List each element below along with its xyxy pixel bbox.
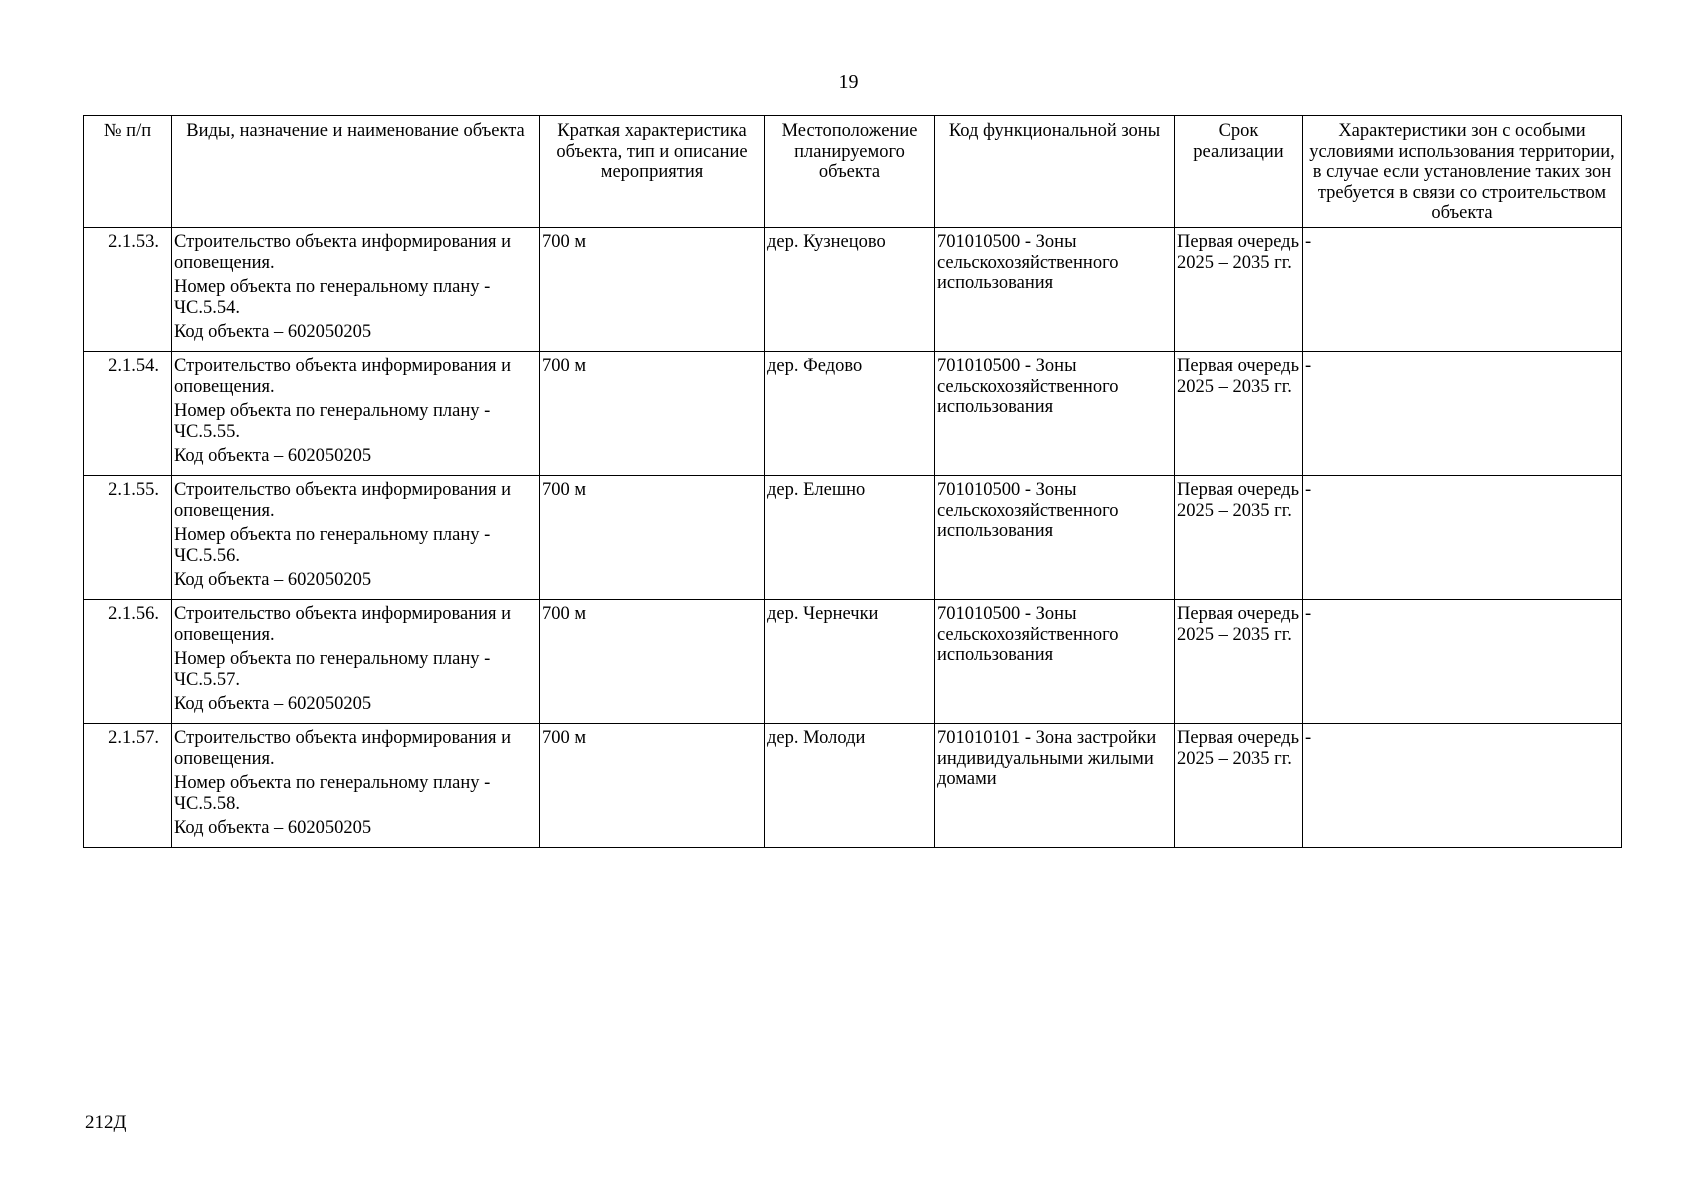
object-description xyxy=(172,724,540,848)
object-description xyxy=(172,476,540,600)
footer-document-code: 212Д xyxy=(85,1112,127,1133)
plan-number: Номер объекта по генеральному плану - ЧС.5.57. xyxy=(174,649,491,690)
page-number: 19 xyxy=(838,71,859,93)
object-name: Строительство объекта информирования и оповещения. xyxy=(174,356,512,397)
implementation-term: Первая очередь 2025 – 2035 гг. xyxy=(1175,600,1303,724)
object-name: Строительство объекта информирования и оповещения. xyxy=(174,604,512,645)
header-zone-code: Код функциональной зоны xyxy=(935,116,1175,228)
object-location: дер. Молоди xyxy=(765,724,935,848)
plan-number: Номер объекта по генеральному плану - ЧС.5.56. xyxy=(174,525,491,566)
special-zones: - xyxy=(1303,724,1622,848)
object-name: Строительство объекта информирования и оповещения. xyxy=(174,232,512,273)
object-code: Код объекта – 602050205 xyxy=(174,322,372,342)
table-row xyxy=(84,352,1622,476)
zone-code: 701010101 - Зона застройки индивидуальными жилыми домами xyxy=(935,724,1175,848)
table-header-row xyxy=(84,116,1622,228)
header-location: Местоположение планируемого объекта xyxy=(765,116,935,228)
object-location: дер. Елешно xyxy=(765,476,935,600)
plan-number: Номер объекта по генеральному плану - ЧС.5.54. xyxy=(174,277,491,318)
header-object-name: Виды, назначение и наименование объекта xyxy=(172,116,540,228)
object-characteristic: 700 м xyxy=(540,352,765,476)
special-zones: - xyxy=(1303,600,1622,724)
plan-number: Номер объекта по генеральному плану - ЧС.5.58. xyxy=(174,773,491,814)
object-description xyxy=(172,352,540,476)
header-special-zones: Характеристики зон с особыми условиями использования территории, в случае если установление таких зон требуется в связи со строительством объекта xyxy=(1303,116,1622,228)
row-number: 2.1.53. xyxy=(84,228,172,352)
object-name: Строительство объекта информирования и оповещения. xyxy=(174,480,512,521)
object-characteristic: 700 м xyxy=(540,228,765,352)
implementation-term: Первая очередь 2025 – 2035 гг. xyxy=(1175,476,1303,600)
header-term: Срок реализации xyxy=(1175,116,1303,228)
row-number: 2.1.56. xyxy=(84,600,172,724)
object-description xyxy=(172,228,540,352)
zone-code: 701010500 - Зоны сельскохозяйственного использования xyxy=(935,476,1175,600)
object-characteristic: 700 м xyxy=(540,724,765,848)
table-row xyxy=(84,228,1622,352)
header-characteristic: Краткая характеристика объекта, тип и описание мероприятия xyxy=(540,116,765,228)
table-row xyxy=(84,476,1622,600)
header-number: № п/п xyxy=(84,116,172,228)
row-number: 2.1.55. xyxy=(84,476,172,600)
table-row xyxy=(84,600,1622,724)
object-location: дер. Федово xyxy=(765,352,935,476)
object-code: Код объекта – 602050205 xyxy=(174,570,372,590)
zone-code: 701010500 - Зоны сельскохозяйственного использования xyxy=(935,352,1175,476)
object-code: Код объекта – 602050205 xyxy=(174,694,372,714)
object-description xyxy=(172,600,540,724)
row-number: 2.1.57. xyxy=(84,724,172,848)
object-location: дер. Чернечки xyxy=(765,600,935,724)
object-code: Код объекта – 602050205 xyxy=(174,818,372,838)
object-characteristic: 700 м xyxy=(540,600,765,724)
table-row xyxy=(84,724,1622,848)
object-code: Код объекта – 602050205 xyxy=(174,446,372,466)
implementation-term: Первая очередь 2025 – 2035 гг. xyxy=(1175,724,1303,848)
object-characteristic: 700 м xyxy=(540,476,765,600)
plan-number: Номер объекта по генеральному плану - ЧС.5.55. xyxy=(174,401,491,442)
zone-code: 701010500 - Зоны сельскохозяйственного использования xyxy=(935,600,1175,724)
object-location: дер. Кузнецово xyxy=(765,228,935,352)
object-name: Строительство объекта информирования и оповещения. xyxy=(174,728,512,769)
special-zones: - xyxy=(1303,476,1622,600)
implementation-term: Первая очередь 2025 – 2035 гг. xyxy=(1175,352,1303,476)
special-zones: - xyxy=(1303,352,1622,476)
zone-code: 701010500 - Зоны сельскохозяйственного использования xyxy=(935,228,1175,352)
implementation-term: Первая очередь 2025 – 2035 гг. xyxy=(1175,228,1303,352)
row-number: 2.1.54. xyxy=(84,352,172,476)
special-zones: - xyxy=(1303,228,1622,352)
objects-table xyxy=(83,115,1622,848)
